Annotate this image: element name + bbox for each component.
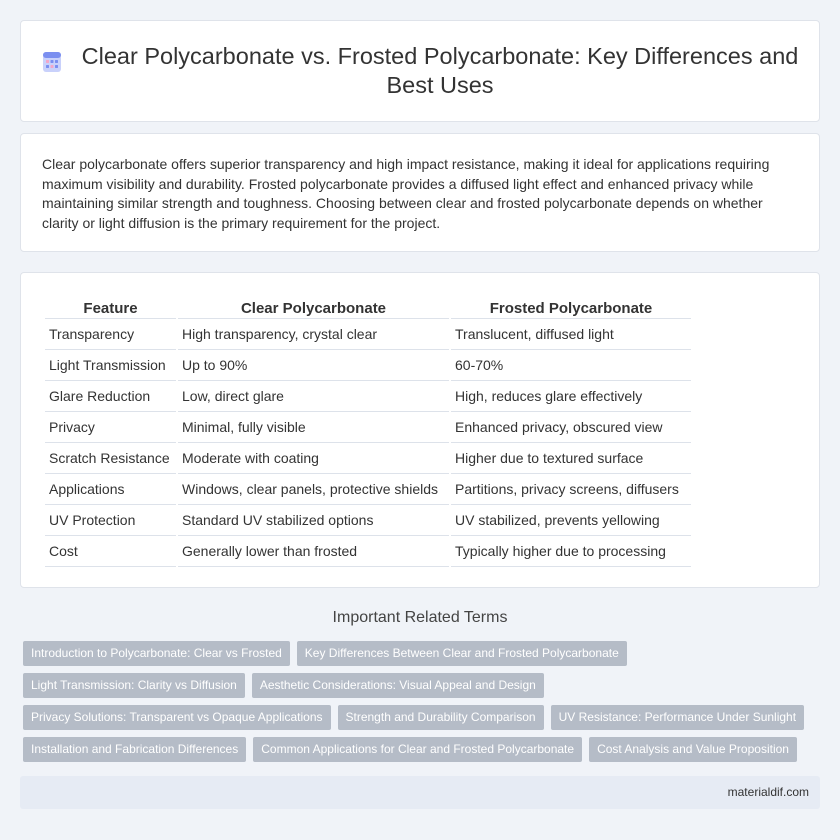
table-cell-clear: Minimal, fully visible <box>178 412 449 443</box>
table-cell-clear: Generally lower than frosted <box>178 536 449 567</box>
table-cell-frosted: Partitions, privacy screens, diffusers <box>451 474 691 505</box>
table-row <box>45 319 691 350</box>
table-header-row <box>45 295 691 319</box>
table-cell-feature: Light Transmission <box>45 350 176 381</box>
related-term-tag[interactable]: Introduction to Polycarbonate: Clear vs Frosted <box>23 641 290 666</box>
related-term-tag[interactable]: UV Resistance: Performance Under Sunlight <box>551 705 804 730</box>
intro-paragraph: Clear polycarbonate offers superior transparency and high impact resistance, making it ideal for applications requiring maximum visibility and durability. Frosted polycarbonate provides a diffused light effect and enhanced privacy while maintaining similar strength and toughness. Choosing between clear and frosted polycarbonate depends on whether clarity or light diffusion is the primary requirement for the project. <box>42 156 770 231</box>
table-row <box>45 505 691 536</box>
intro-card <box>20 133 820 252</box>
related-term-tag[interactable]: Aesthetic Considerations: Visual Appeal and Design <box>252 673 544 698</box>
comparison-card <box>20 272 820 588</box>
title-wrap <box>40 42 800 100</box>
table-row <box>45 381 691 412</box>
related-terms-heading: Important Related Terms <box>332 609 508 626</box>
related-term-tag[interactable]: Installation and Fabrication Differences <box>23 737 246 762</box>
table-cell-feature: UV Protection <box>45 505 176 536</box>
table-cell-clear: Low, direct glare <box>178 381 449 412</box>
related-term-tag[interactable]: Privacy Solutions: Transparent vs Opaque Applications <box>23 705 331 730</box>
table-cell-feature: Glare Reduction <box>45 381 176 412</box>
table-cell-feature: Privacy <box>45 412 176 443</box>
table-cell-clear: Moderate with coating <box>178 443 449 474</box>
title-card <box>20 20 820 122</box>
footer-site-link[interactable]: materialdif.com <box>727 785 809 799</box>
table-cell-feature: Transparency <box>45 319 176 350</box>
related-term-tag[interactable]: Key Differences Between Clear and Frosted Polycarbonate <box>297 641 627 666</box>
document-grid-icon <box>40 50 64 74</box>
table-cell-frosted: 60-70% <box>451 350 691 381</box>
column-header-feature: Feature <box>45 295 176 319</box>
tag-row <box>23 705 813 730</box>
related-terms-list <box>23 641 813 769</box>
related-term-tag[interactable]: Strength and Durability Comparison <box>338 705 544 730</box>
table-cell-frosted: Enhanced privacy, obscured view <box>451 412 691 443</box>
table-row <box>45 350 691 381</box>
tag-row <box>23 641 813 666</box>
table-cell-frosted: High, reduces glare effectively <box>451 381 691 412</box>
related-term-tag[interactable]: Cost Analysis and Value Proposition <box>589 737 797 762</box>
table-row <box>45 474 691 505</box>
table-cell-frosted: Typically higher due to processing <box>451 536 691 567</box>
table-cell-frosted: Higher due to textured surface <box>451 443 691 474</box>
tag-row <box>23 737 813 762</box>
table-cell-feature: Scratch Resistance <box>45 443 176 474</box>
table-cell-clear: Windows, clear panels, protective shields <box>178 474 449 505</box>
table-row <box>45 412 691 443</box>
related-term-tag[interactable]: Light Transmission: Clarity vs Diffusion <box>23 673 245 698</box>
column-header-frosted: Frosted Polycarbonate <box>451 295 691 319</box>
table-cell-feature: Applications <box>45 474 176 505</box>
related-term-tag[interactable]: Common Applications for Clear and Frosted Polycarbonate <box>253 737 582 762</box>
comparison-table <box>43 295 693 567</box>
column-header-clear: Clear Polycarbonate <box>178 295 449 319</box>
page-title: Clear Polycarbonate vs. Frosted Polycarbonate: Key Differences and Best Uses <box>81 43 799 98</box>
table-cell-clear: Up to 90% <box>178 350 449 381</box>
table-cell-feature: Cost <box>45 536 176 567</box>
tag-row <box>23 673 813 698</box>
footer <box>20 776 820 809</box>
table-cell-clear: Standard UV stabilized options <box>178 505 449 536</box>
table-row <box>45 536 691 567</box>
table-cell-frosted: UV stabilized, prevents yellowing <box>451 505 691 536</box>
table-cell-clear: High transparency, crystal clear <box>178 319 449 350</box>
table-row <box>45 443 691 474</box>
table-cell-frosted: Translucent, diffused light <box>451 319 691 350</box>
